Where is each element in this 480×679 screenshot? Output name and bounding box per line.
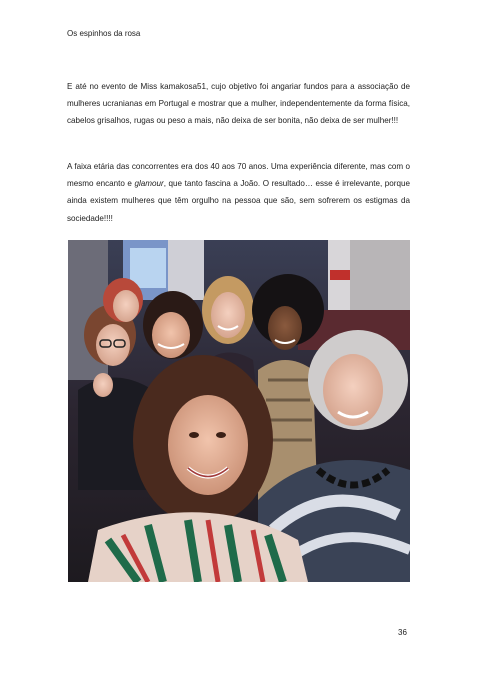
group-selfie-photo	[68, 240, 410, 582]
paragraph-2-text-end: , que tanto fascina a João. O resultado… esse é irrelevante, porque ainda existem mulheres que têm orgulho na pessoa que são, sem sofrerem os estigmas da sociedade!!!!	[67, 179, 410, 223]
running-header: Os espinhos da rosa	[67, 29, 141, 38]
page-number: 36	[398, 628, 407, 637]
paragraph-1-text: E até no evento de Miss kamakosa51, cujo objetivo foi angariar fundos para a associação de mulheres ucranianas em Portugal e mostrar que a mulher, independentemente da forma física, cabelos grisalhos, rugas ou peso a mais, não deixa de ser bonita, não deixa de ser mulher!!!	[67, 82, 410, 126]
paragraph-2-text-start: A faixa etária das concorrentes era dos 40 aos 70 anos. Uma experiência diferente, mas com o mesmo encanto e	[67, 162, 410, 189]
paragraph-1	[67, 78, 410, 130]
paragraph-2	[67, 158, 410, 227]
paragraph-2-italic-word: glamour	[134, 179, 164, 189]
